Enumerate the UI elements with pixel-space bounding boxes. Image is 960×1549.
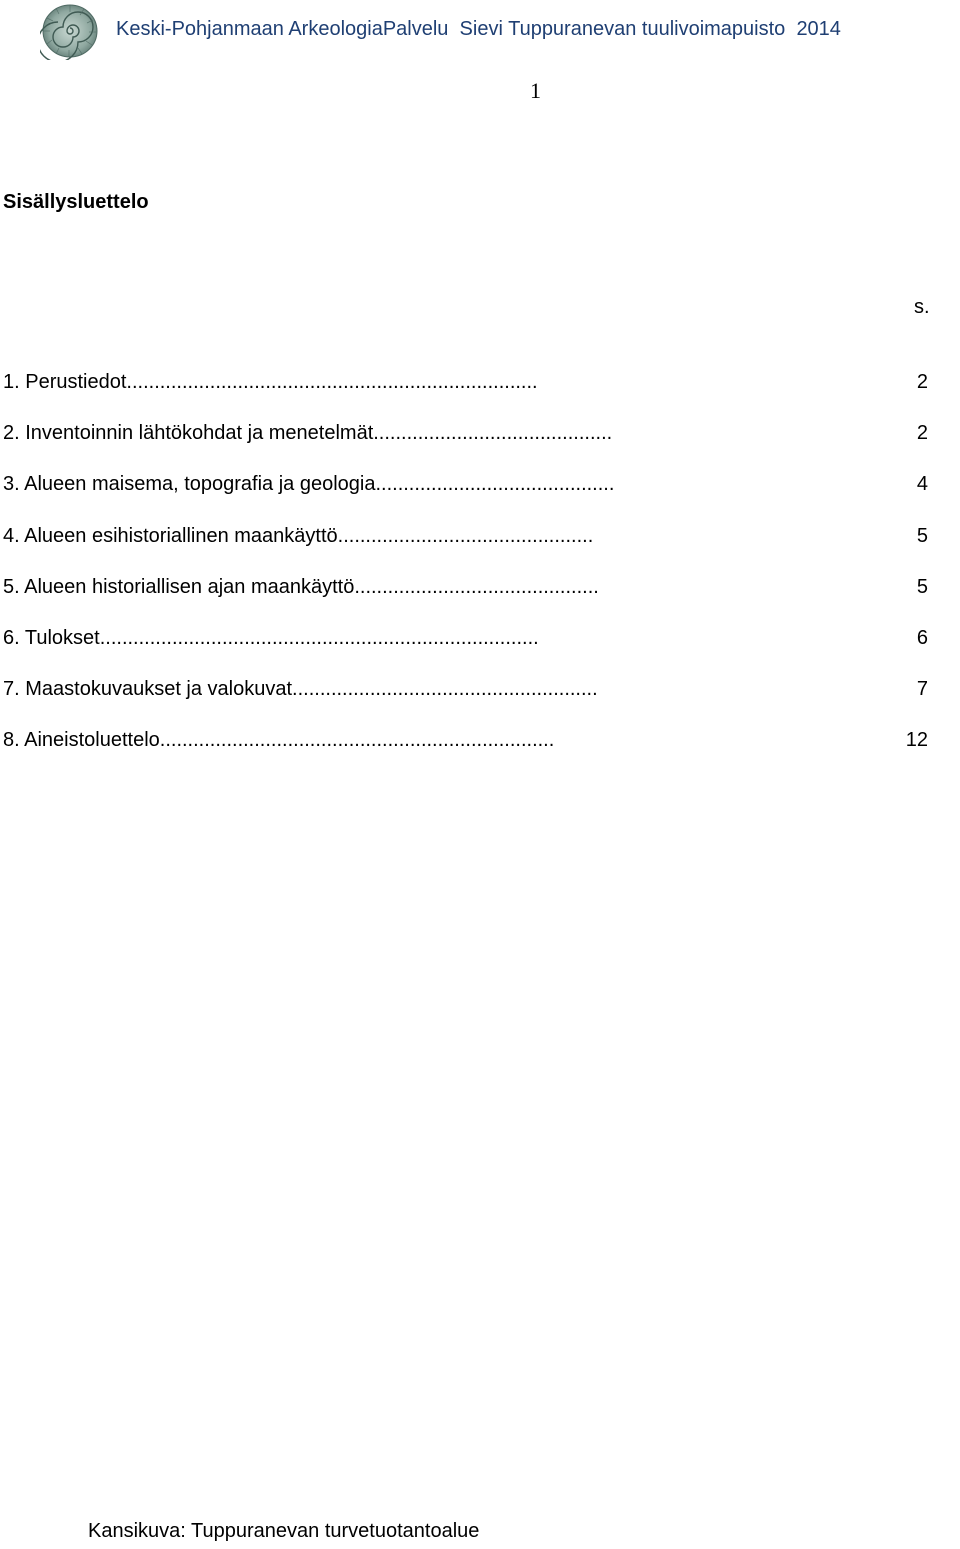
- toc-entry-page: 5: [916, 575, 928, 598]
- toc-entry-label: 4. Alueen esihistoriallinen maankäyttö..............................................: [3, 524, 594, 547]
- toc-entry-label: 3. Alueen maisema, topografia ja geologia...........................................: [3, 473, 615, 496]
- toc-entry-label: 1. Perustiedot..........................................................................: [3, 371, 538, 393]
- header-organization: Keski-Pohjanmaan ArkeologiaPalvelu: [116, 18, 449, 40]
- cover-image-caption: Kansikuva: Tuppuranevan turvetuotantoalue: [88, 1520, 480, 1542]
- toc-item-aineistoluettelo[interactable]: [3, 729, 943, 780]
- toc-title: Sisällysluettelo: [3, 191, 149, 213]
- toc-entry-label: 2. Inventoinnin lähtökohdat ja menetelmät...........................................: [3, 422, 613, 445]
- toc-item-perustiedot[interactable]: [3, 371, 943, 422]
- toc-page-column-label: s.: [914, 296, 930, 318]
- toc-entry-label: 8. Aineistoluettelo.......................................................................: [3, 729, 555, 752]
- toc-entry-page: 5: [916, 524, 928, 547]
- toc-entry-page: 12: [905, 729, 928, 752]
- header-year: 2014: [796, 18, 841, 40]
- toc-entry-page: 7: [916, 678, 928, 701]
- toc-item-alueen-maisema[interactable]: [3, 473, 943, 524]
- toc-entry-page: 2: [916, 422, 928, 445]
- ammonite-logo-icon: [40, 2, 98, 60]
- page-header: [116, 18, 841, 41]
- header-project: Sievi Tuppuranevan tuulivoimapuisto: [459, 18, 786, 40]
- toc-entry-page: 6: [916, 626, 928, 649]
- toc-list: [3, 371, 943, 781]
- toc-entry-label: 5. Alueen historiallisen ajan maankäyttö............................................: [3, 575, 599, 598]
- toc-item-maastokuvaukset[interactable]: [3, 678, 943, 729]
- toc-item-inventoinnin-lahtokohdat[interactable]: [3, 422, 943, 473]
- toc-entry-label: 7. Maastokuvaukset ja valokuvat.......................................................: [3, 678, 598, 701]
- page-number: 1: [530, 78, 541, 103]
- toc-entry-label: 6. Tulokset...............................................................................: [3, 626, 539, 649]
- toc-item-tulokset[interactable]: [3, 627, 943, 678]
- toc-item-esihistoriallinen-maankaytto[interactable]: [3, 525, 943, 576]
- toc-item-historiallisen-ajan-maankaytto[interactable]: [3, 576, 943, 627]
- toc-entry-page: 4: [916, 473, 928, 496]
- toc-entry-page: 2: [916, 371, 928, 393]
